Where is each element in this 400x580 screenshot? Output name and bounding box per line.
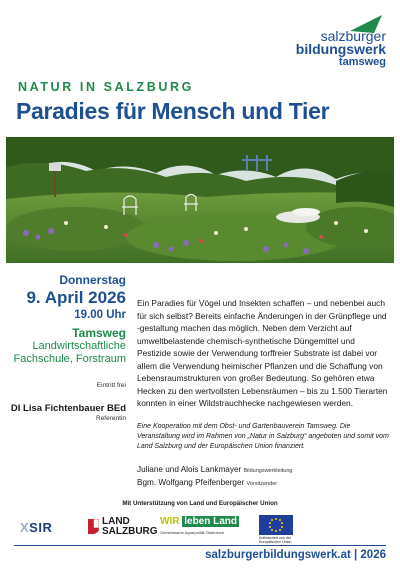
eu-caption	[259, 536, 291, 544]
organizer-1-role: Bildungswerkleitung	[243, 468, 293, 474]
page-title: Paradies für Mensch und Tier	[16, 98, 330, 124]
support-label: Mit Unterstützung von Land und Europäischer Union	[122, 500, 278, 507]
wir-logo-subline: Gemeinsame Agrarpolitik Österreich	[160, 530, 225, 535]
cooperation-text: Eine Kooperation mit dem Obst- und Gartenbauverein Tamsweg. Die Veranstaltung wird im Rahmen von „Natur in Salzburg“ angeboten und somit vom Land Salzburg und der Europäischen Union finanziert.	[137, 423, 389, 450]
organizer-2-name: Bgm. Wolfgang Pfeifenberger	[137, 478, 245, 487]
logo-line-2: bildungswerk	[295, 41, 386, 57]
event-venue-line-2: Fachschule, Forstraum	[13, 353, 126, 365]
footer-url[interactable]: salzburgerbildungswerk.at | 2026	[205, 549, 386, 561]
sponsor-logos	[0, 513, 400, 543]
coat-of-arms-icon	[88, 519, 99, 534]
event-venue-line-1: Landwirtschaftliche	[32, 340, 126, 352]
speaker-name: DI Lisa Fichtenbauer BEd	[10, 403, 126, 414]
wir-logo-banner: leben Land	[184, 516, 238, 527]
footer-divider	[14, 545, 386, 546]
eu-flag-icon	[259, 515, 293, 535]
event-place: Tamsweg	[72, 326, 126, 340]
wir-leben-land-logo	[160, 516, 236, 540]
land-salzburg-text	[102, 517, 158, 537]
salzburger-bildungswerk-logo	[256, 13, 386, 68]
organizer-1-name: Juliane und Alois Lankmayer	[137, 465, 242, 474]
event-day: Donnerstag	[59, 273, 126, 287]
event-info	[10, 273, 126, 422]
garden-photo	[6, 137, 394, 263]
speaker-role: Referentin	[96, 415, 126, 422]
logo-line-3: tamsweg	[338, 56, 386, 68]
sir-logo-text: SIR	[29, 520, 53, 535]
entry-fee: Eintritt frei	[96, 382, 126, 389]
eu-cofinancing-logo	[259, 515, 315, 543]
organizer-2-role: Vorsitzender	[246, 481, 278, 487]
series-kicker: NATUR IN SALZBURG	[18, 80, 194, 94]
organizer-2	[137, 478, 277, 487]
sir-logo	[20, 520, 52, 535]
land-salzburg-line-1: LAND	[102, 516, 130, 527]
event-time: 19.00 Uhr	[74, 309, 126, 321]
wir-logo-word: WIR	[160, 516, 180, 527]
event-date: 9. April 2026	[26, 288, 126, 307]
eu-caption-line-2: Europäischen Union	[259, 540, 292, 544]
organizer-1	[137, 465, 292, 474]
description-text: Ein Paradies für Vögel und Insekten schaffen – und nebenbei auch für sich selbst? Bereits einfache Änderungen in der Grünpflege und -gestaltung machen das möglich. Neben dem Verzicht auf umweltbelastende chemisch-synthetische Düngemittel und Pestizide sowie der Verwendung torffreier Substrate ist dabei vor allem die Verwendung heimischer Pflanzen und die Schaffung von Lebensraumstrukturen von großer Bedeutung. So gehören etwa Hecken zu den wertvollsten Lebensräumen – bis zu 1.500 Tierarten konnten in einer Wildstrauchhecke nachgewiesen werden.	[137, 298, 388, 408]
land-salzburg-line-2: SALZBURG	[102, 526, 158, 537]
sir-logo-x: X	[20, 520, 30, 535]
logo-line-1: salzburger	[320, 28, 386, 44]
eu-caption-line-1: Kofinanziert von der	[259, 536, 291, 540]
